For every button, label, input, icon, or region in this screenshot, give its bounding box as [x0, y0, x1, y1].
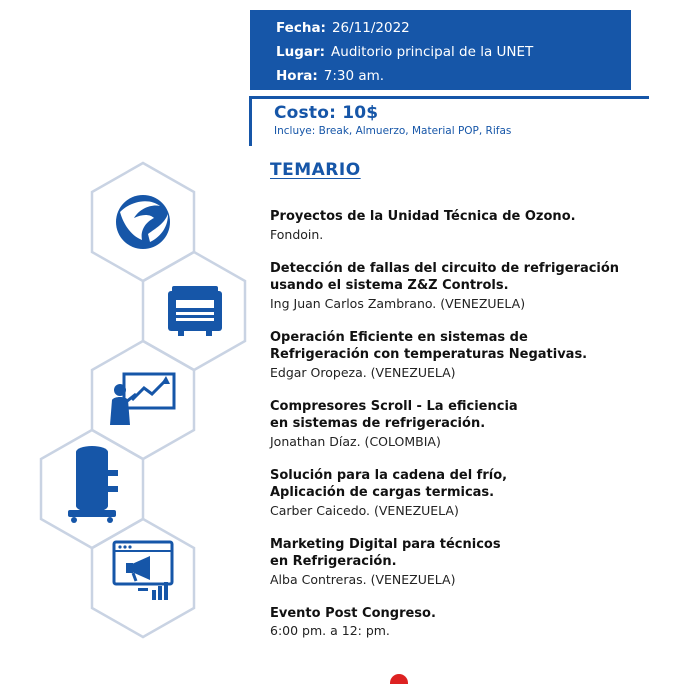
item-speaker: Carber Caicedo. (VENEZUELA): [270, 502, 459, 518]
controller-device-icon: [168, 286, 222, 336]
hexagon-frame: [92, 519, 194, 637]
item-title: Operación Eficiente en sistemas de Refrigeración con temperaturas Negativas.: [270, 329, 588, 362]
event-place-label: Lugar:: [276, 44, 326, 60]
event-place-row: [276, 40, 631, 64]
presentation-chart-icon: [110, 374, 174, 425]
temario-list: [270, 208, 670, 656]
cost-includes: Incluye: Break, Almuerzo, Material POP, Rifas: [274, 125, 512, 137]
item-speaker: Alba Contreras. (VENEZUELA): [270, 571, 456, 587]
list-item: [270, 467, 670, 519]
event-place-value: Auditorio principal de la UNET: [331, 44, 534, 60]
item-speaker: Ing Juan Carlos Zambrano. (VENEZUELA): [270, 295, 526, 311]
list-item: [270, 260, 670, 312]
item-title: Compresores Scroll - La eficiencia en sistemas de refrigeración.: [270, 398, 518, 431]
item-speaker: 6:00 pm. a 12: pm.: [270, 623, 390, 638]
cost-box: [249, 96, 649, 146]
list-item: [270, 329, 670, 381]
item-title: Evento Post Congreso.: [270, 605, 436, 621]
ozone-earth-icon: [116, 195, 170, 249]
event-date-row: [276, 16, 631, 40]
decorative-red-mark: [390, 674, 408, 684]
hexagon-icon-column: [0, 0, 260, 679]
item-speaker: Jonathan Díaz. (COLOMBIA): [270, 433, 441, 449]
event-info-box: [250, 10, 631, 90]
event-time-row: [276, 64, 631, 88]
list-item: [270, 208, 670, 243]
item-speaker: Fondoin.: [270, 226, 324, 242]
item-title: Solución para la cadena del frío, Aplicación de cargas termicas.: [270, 467, 508, 500]
temario-title: TEMARIO: [270, 160, 361, 180]
compressor-icon: [68, 446, 118, 523]
list-item: [270, 536, 670, 588]
list-item: [270, 605, 670, 640]
list-item: [270, 398, 670, 450]
cost-label: Costo: 10$: [274, 103, 379, 123]
event-date-label: Fecha:: [276, 20, 326, 36]
hexagon-frame: [92, 341, 194, 459]
item-speaker: Edgar Oropeza. (VENEZUELA): [270, 364, 456, 380]
item-title: Proyectos de la Unidad Técnica de Ozono.: [270, 209, 576, 224]
event-time-value: 7:30 am.: [323, 68, 385, 84]
event-time-label: Hora:: [276, 68, 318, 84]
digital-marketing-icon: [114, 542, 172, 600]
item-title: Marketing Digital para técnicos en Refrigeración.: [270, 536, 501, 569]
event-date-value: 26/11/2022: [331, 20, 410, 36]
item-title: Detección de fallas del circuito de refrigeración usando el sistema Z&Z Controls.: [270, 260, 620, 293]
